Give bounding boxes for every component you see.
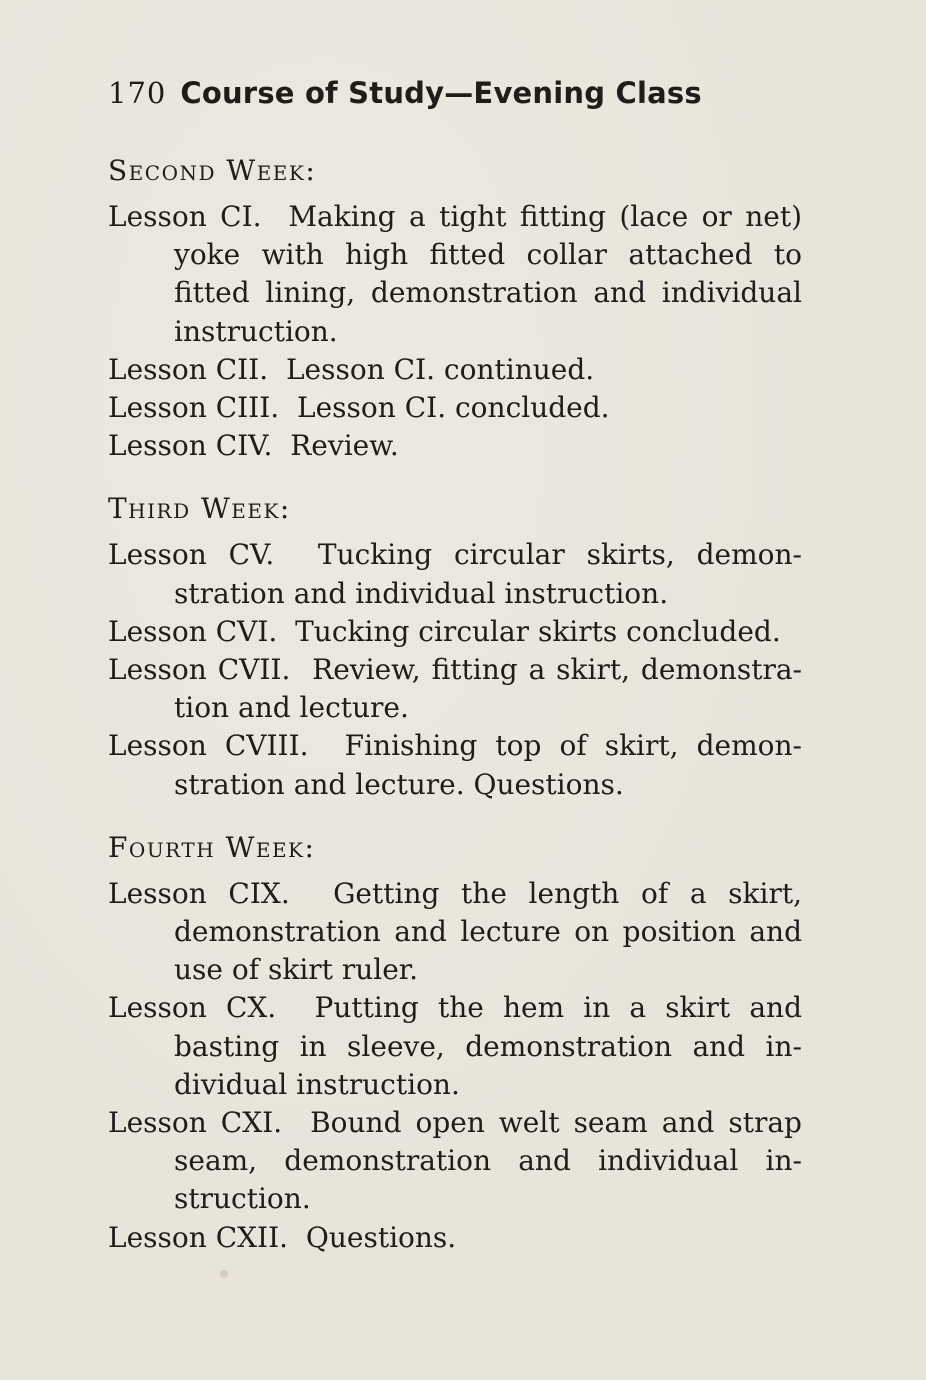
lesson-entry <box>108 1104 802 1219</box>
week-heading: Second Week: <box>108 154 317 187</box>
week-section-fourth <box>108 829 802 1257</box>
week-section-second <box>108 152 802 465</box>
lesson-text: Finishing top of skirt, demonstration and lecture. Questions. <box>174 729 802 801</box>
lesson-label: Lesson CVIII. <box>108 729 309 763</box>
lesson-label: Lesson CV. <box>108 538 275 572</box>
paper-speck <box>220 1270 228 1278</box>
lesson-text: Making a tight fitting (lace or net) yoke with high fitted collar attached to fitted lining, demonstration and individual instruction. <box>174 200 802 348</box>
lesson-text: Tucking circular skirts concluded. <box>295 614 781 648</box>
lesson-entry <box>108 651 802 727</box>
lesson-label: Lesson CIV. <box>108 429 273 463</box>
lesson-text: Lesson CI. continued. <box>285 352 595 386</box>
lesson-label: Lesson CXII. <box>108 1220 289 1254</box>
lesson-entry <box>108 989 802 1104</box>
lesson-text: Tucking circular skirts, demonstration and individual instruction. <box>174 538 802 610</box>
lesson-text: Review. <box>290 429 399 463</box>
week-heading: Third Week: <box>108 492 291 526</box>
page-header <box>108 76 808 120</box>
lesson-text: Lesson CI. concluded. <box>297 391 610 425</box>
lesson-entry <box>108 613 802 651</box>
lesson-label: Lesson CVII. <box>108 653 291 687</box>
week-section-third <box>108 490 802 803</box>
lesson-entry <box>108 727 802 803</box>
lesson-entry <box>108 875 802 990</box>
lesson-text: Putting the hem in a skirt and basting in sleeve, demonstration and individual instruction. <box>174 991 802 1101</box>
lesson-text: Bound open welt seam and strap seam, demonstration and individual instruction. <box>174 1106 802 1216</box>
page-number: 170 <box>108 76 167 110</box>
lesson-text: Questions. <box>305 1220 457 1254</box>
lesson-entry <box>108 536 802 612</box>
lesson-label: Lesson CIII. <box>108 391 280 425</box>
lesson-entry <box>108 1219 802 1257</box>
lesson-entry <box>108 351 802 389</box>
lesson-label: Lesson CVI. <box>108 614 278 648</box>
lesson-label: Lesson CI. <box>108 200 262 233</box>
lesson-label: Lesson CIX. <box>108 876 290 910</box>
lesson-label: Lesson CXI. <box>108 1106 283 1140</box>
running-title: Course of Study—Evening Class <box>180 76 702 110</box>
lesson-label: Lesson CX. <box>108 991 277 1025</box>
lesson-entry <box>108 427 802 465</box>
lesson-text: Getting the length of a skirt, demonstration and lecture on position and use of skirt ruler. <box>174 876 802 987</box>
page-body <box>108 152 802 1257</box>
lesson-text: Review, fitting a skirt, demonstration and lecture. <box>174 653 802 725</box>
week-heading: Fourth Week: <box>108 830 316 864</box>
lesson-entry <box>108 389 802 427</box>
lesson-entry <box>108 198 802 351</box>
lesson-label: Lesson CII. <box>108 352 269 386</box>
